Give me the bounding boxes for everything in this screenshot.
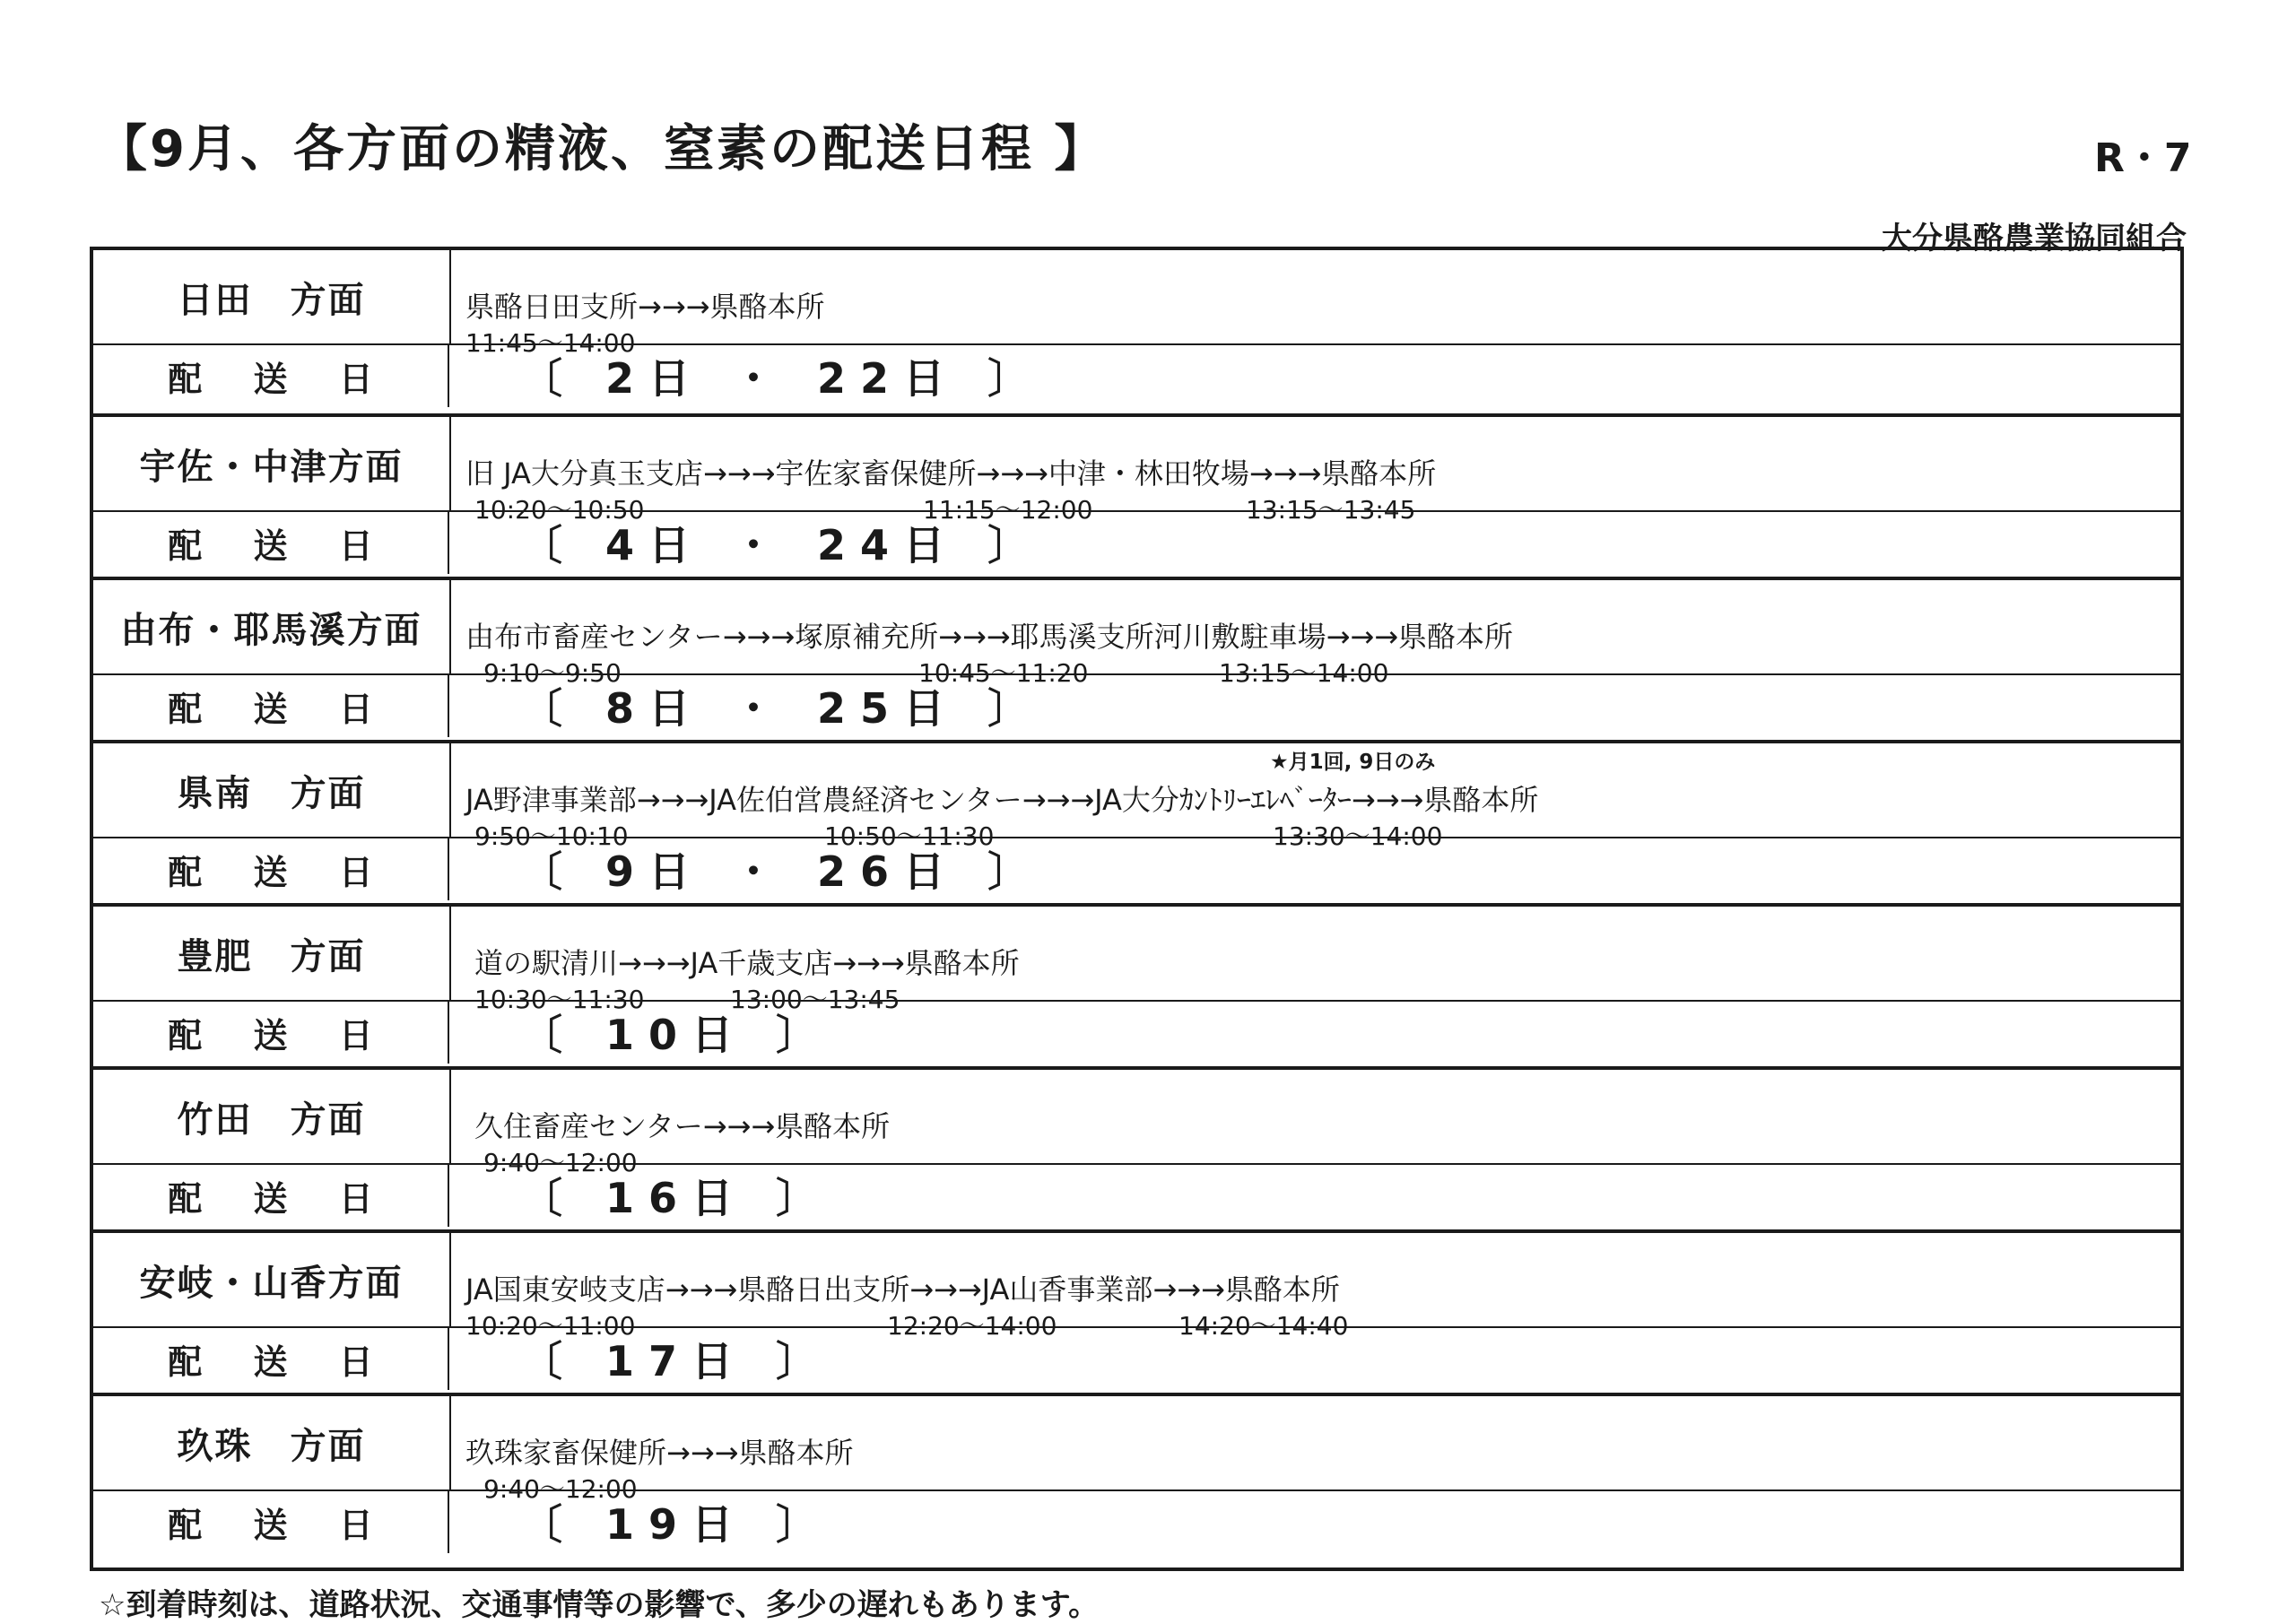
time-slot: 9:40～12:00: [483, 1474, 638, 1504]
area-block-houhi: [93, 903, 2180, 1060]
page-title: 【9月、各方面の精液、窒素の配送日程 】: [97, 120, 1108, 178]
route-text: 道の駅清川→→→JA千歳支店→→→県酪本所: [474, 946, 1020, 980]
delivery-dates: 〔 9日 ・ 26日 〕: [521, 847, 1044, 896]
area-name: 豊肥 方面: [93, 907, 451, 1000]
route-cell: [449, 1233, 2180, 1341]
document-number: R・7: [2094, 135, 2192, 181]
route-text: JA国東安岐支店→→→県酪日出支所→→→JA山香事業部→→→県酪本所: [465, 1272, 1340, 1307]
route-cell: [449, 743, 2180, 851]
area-name: 県南 方面: [93, 743, 451, 837]
time-slot: 11:45～14:00: [465, 328, 636, 358]
route-text: 旧 JA大分真玉支店→→→宇佐家畜保健所→→→中津・林田牧場→→→県酪本所: [465, 456, 1437, 491]
delivery-dates: 〔 17日 〕: [521, 1337, 832, 1385]
route-cell: [449, 907, 2180, 1014]
footnote: ☆到着時刻は、道路状況、交通事情等の影響で、多少の遅れもあります。: [99, 1587, 1100, 1623]
area-name: 玖珠 方面: [93, 1396, 451, 1489]
note-text: ★月1回, 9日のみ: [1270, 751, 1436, 774]
delivery-day-label: 配 送 日: [93, 510, 449, 574]
delivery-dates: 〔 2日 ・ 22日 〕: [521, 354, 1044, 403]
route-cell: [449, 1070, 2180, 1177]
time-slot: 10:45～11:20: [918, 658, 1089, 688]
delivery-day-label: 配 送 日: [93, 837, 449, 900]
delivery-schedule-table: [90, 247, 2184, 1571]
route-text: 県酪日田支所→→→県酪本所: [465, 290, 825, 324]
delivery-day-label: 配 送 日: [93, 343, 449, 407]
route-text: JA野津事業部→→→JA佐伯営農経済センター→→→JA大分ｶﾝﾄﾘｰｴﾚﾍﾞｰﾀｰ→→→県酪本所: [465, 783, 1539, 817]
delivery-dates: 〔 10日 〕: [521, 1011, 832, 1059]
time-slot: 13:15～13:45: [1246, 495, 1416, 525]
time-slot: 10:30～11:30: [474, 985, 645, 1014]
time-slot: 10:20～10:50: [474, 495, 645, 525]
time-slot: 13:30～14:00: [1273, 821, 1443, 851]
area-block-usa-nakatsu: [93, 413, 2180, 570]
route-cell: [449, 250, 2180, 358]
route-cell: [449, 417, 2180, 525]
time-slot: 10:20～11:00: [465, 1311, 636, 1341]
time-slot: 9:10～9:50: [483, 658, 622, 688]
time-slot: 11:15～12:00: [923, 495, 1093, 525]
area-block-aki-yamaga: [93, 1229, 2180, 1386]
time-slot: 10:50～11:30: [824, 821, 995, 851]
area-name: 安岐・山香方面: [93, 1233, 451, 1326]
area-block-taketa: [93, 1066, 2180, 1223]
delivery-day-label: 配 送 日: [93, 1000, 449, 1064]
route-cell: [449, 580, 2180, 688]
area-block-kennan: [93, 740, 2180, 897]
delivery-day-label: 配 送 日: [93, 673, 449, 737]
time-slot: 9:40～12:00: [483, 1148, 638, 1177]
delivery-dates: 〔 4日 ・ 24日 〕: [521, 521, 1044, 569]
time-slot: 13:00～13:45: [730, 985, 900, 1014]
organization-name: 大分県酪農業協同組合: [1882, 221, 2187, 256]
delivery-day-label: 配 送 日: [93, 1489, 449, 1553]
area-name: 由布・耶馬溪方面: [93, 580, 451, 673]
delivery-dates: 〔 19日 〕: [521, 1500, 832, 1549]
delivery-day-label: 配 送 日: [93, 1163, 449, 1227]
route-cell: [449, 1396, 2180, 1504]
delivery-day-label: 配 送 日: [93, 1326, 449, 1390]
area-block-hita: [93, 250, 2180, 407]
route-text: 久住畜産センター→→→県酪本所: [474, 1109, 891, 1143]
area-block-kusu: [93, 1393, 2180, 1550]
area-name: 宇佐・中津方面: [93, 417, 451, 510]
delivery-dates: 〔 8日 ・ 25日 〕: [521, 684, 1044, 733]
time-slot: 13:15～14:00: [1219, 658, 1389, 688]
area-block-yufu-yabakei: [93, 577, 2180, 734]
area-name: 竹田 方面: [93, 1070, 451, 1163]
delivery-dates: 〔 16日 〕: [521, 1174, 832, 1222]
time-slot: 14:20～14:40: [1178, 1311, 1349, 1341]
time-slot: 9:50～10:10: [474, 821, 629, 851]
time-slot: 12:20～14:00: [887, 1311, 1057, 1341]
route-text: 玖珠家畜保健所→→→県酪本所: [465, 1436, 854, 1470]
area-name: 日田 方面: [93, 250, 451, 343]
route-text: 由布市畜産センター→→→塚原補充所→→→耶馬溪支所河川敷駐車場→→→県酪本所: [465, 620, 1514, 654]
